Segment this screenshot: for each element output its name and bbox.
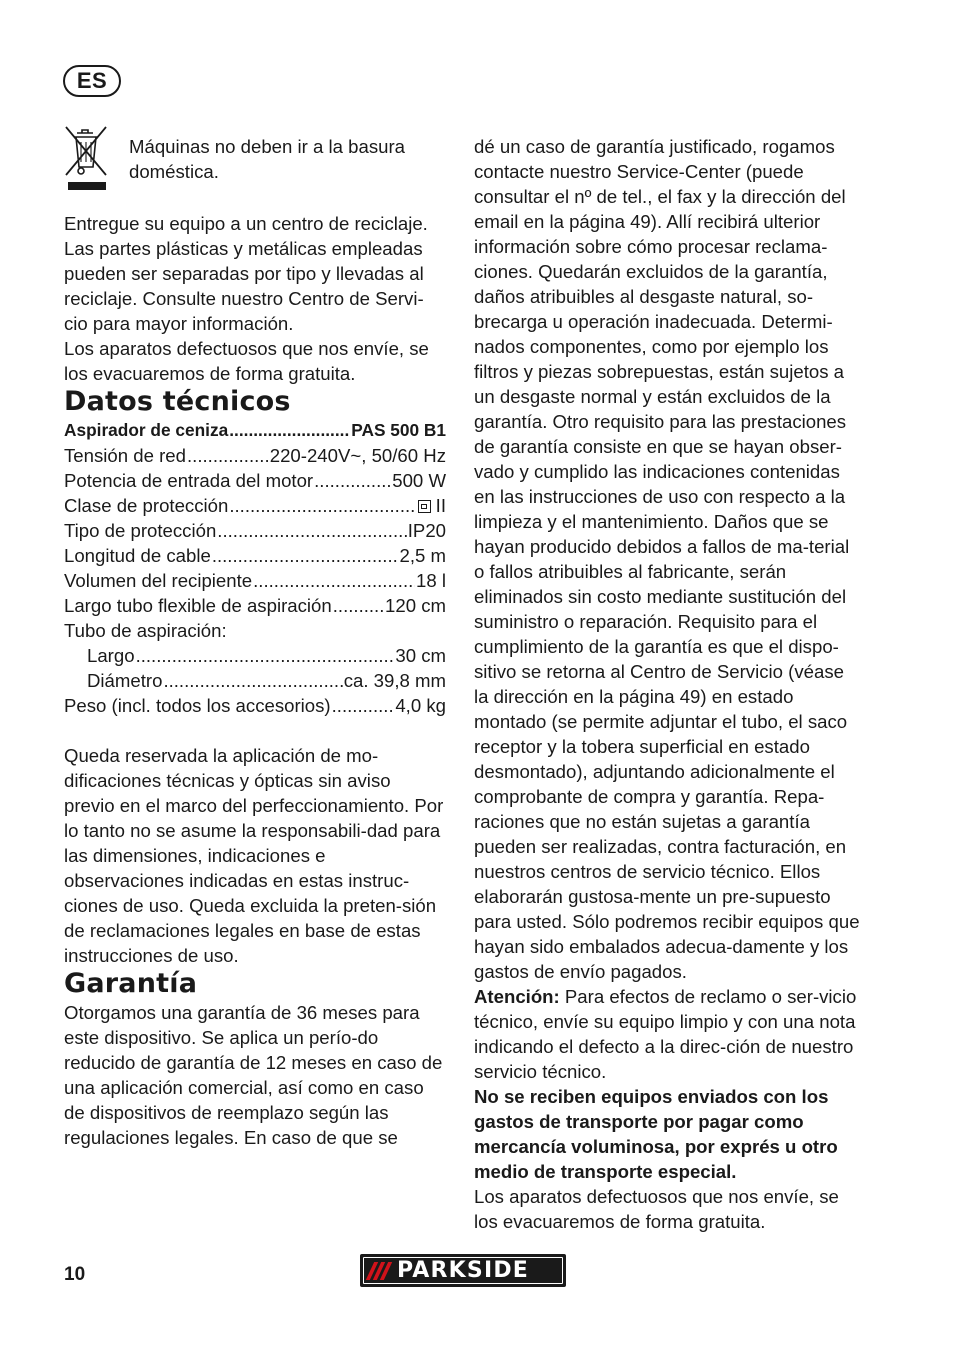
spec-row-power bbox=[64, 468, 446, 493]
spec-label: Volumen del recipiente bbox=[64, 570, 253, 591]
spec-value: 120 cm bbox=[385, 595, 446, 616]
spec-row-container bbox=[64, 568, 446, 593]
spec-label: Largo tubo flexible de aspiración bbox=[64, 595, 332, 616]
spec-label: Clase de protección bbox=[64, 495, 229, 516]
warranty-heading: Garantía bbox=[64, 968, 198, 999]
spec-value: 500 W bbox=[392, 470, 446, 491]
spec-row-tube-diameter bbox=[64, 668, 446, 693]
spec-row-protection-type bbox=[64, 518, 446, 543]
spec-label: Peso (incl. todos los accesorios) bbox=[64, 695, 331, 716]
spec-row-cable bbox=[64, 543, 446, 568]
disposal-text: Máquinas no deben ir a la basura doméstica. bbox=[129, 136, 405, 182]
modifications-paragraph: Queda reservada la aplicación de mo-dificaciones técnicas y ópticas sin aviso previo en el marco del perfeccionamiento. Por lo tanto no se asume la responsabili-dad para las dimensiones, indicaciones e observaciones indicadas en estas instruc-ciones de uso. Queda excluida la preten-sión de reclamaciones legales en base de estas instrucciones de uso. bbox=[64, 745, 444, 966]
double-insulation-icon bbox=[418, 500, 431, 513]
spec-row-voltage bbox=[64, 443, 446, 468]
spec-value: 4,0 kg bbox=[395, 695, 446, 716]
spec-label: Diámetro bbox=[87, 670, 163, 691]
right-column bbox=[474, 134, 860, 1234]
spec-label: Longitud de cable bbox=[64, 545, 211, 566]
crossed-out-wheelie-bin-icon bbox=[64, 125, 108, 191]
logo-slashes-icon bbox=[370, 1262, 388, 1280]
spec-row-tube-length bbox=[64, 643, 446, 668]
spec-row-protection-class bbox=[64, 493, 446, 518]
spec-label: Aspirador de ceniza bbox=[64, 420, 229, 440]
spec-list bbox=[64, 418, 446, 718]
parkside-logo bbox=[360, 1254, 566, 1287]
returns-paragraph-right: Los aparatos defectuosos que nos envíe, se los evacuaremos de forma gratuita. bbox=[474, 1186, 839, 1232]
returns-paragraph: Los aparatos defectuosos que nos envíe, se los evacuaremos de forma gratuita. bbox=[64, 338, 429, 384]
spec-value: ca. 39,8 mm bbox=[343, 670, 446, 691]
spec-value: 30 cm bbox=[395, 645, 446, 666]
spec-label: Tensión de red bbox=[64, 445, 186, 466]
spec-row-tube-heading: Tubo de aspiración: bbox=[64, 620, 227, 641]
recycling-paragraph: Entregue su equipo a un centro de reciclaje. Las partes plásticas y metálicas empleadas pueden ser separadas por tipo y llevadas al reciclaje. Consulte nuestro Centro de Servi-cio para mayor información. bbox=[64, 213, 428, 334]
spec-value: 220-240V~, 50/60 Hz bbox=[269, 445, 446, 466]
spec-label: Potencia de entrada del motor bbox=[64, 470, 314, 491]
attention-label: Atención: bbox=[474, 986, 560, 1007]
shipping-warning: No se reciben equipos enviados con los gastos de transporte por pagar como mercancía voluminosa, por exprés u otro medio de transporte especial. bbox=[474, 1086, 838, 1182]
spec-label: Largo bbox=[87, 645, 135, 666]
technical-data-heading: Datos técnicos bbox=[64, 386, 291, 417]
language-badge: ES bbox=[63, 65, 121, 97]
spec-row-weight bbox=[64, 693, 446, 718]
spec-value: PAS 500 B1 bbox=[351, 420, 446, 440]
warranty-continued-paragraph: dé un caso de garantía justificado, rogamos contacte nuestro Service-Center (puede consultar el nº de tel., el fax y la dirección del email en la página 49). Allí recibirá ulterior información sobre cómo procesar reclama-ciones. Quedarán excluidos de la garantía, daños atribuibles al desgaste natural, so-brecarga u operación inadecuada. Determi-nados componentes, como por ejemplo los filtros y piezas sobrepuestas, están sujetos a un desgaste normal y están excluidos de la garantía. Otro requisito para las prestaciones de garantía consiste en que se hayan obser-vado y cumplido las indicaciones contenidas en las instrucciones de uso con respecto a la limpieza y el mantenimiento. Daños que se hayan producido debidos a fallos de ma-terial o fallos atribuibles al fabricante, serán eliminados sin costo mediante sustitución del suministro o reparación. Requisito para el cumplimiento de la garantía es que el dispo-sitivo se retorna al Centro de Servicio (véase la dirección en la página 49) en estado montado (se permite adjuntar el tubo, el saco receptor y la tobera superficial en estado desmontado), adjuntando adicionalmente el comprobante de compra y garantía. Repa-raciones que no están sujetas a garantía pueden ser realizadas, contra facturación, en nuestros centros de servicio técnico. Ellos elaborarán gustosa-mente un pre-supuesto para usted. Sólo podremos recibir equipos que hayan sido embalados adecua-damente y los gastos de envío pagados. bbox=[474, 136, 860, 982]
spec-row-hose bbox=[64, 593, 446, 618]
spec-value: 18 l bbox=[416, 570, 446, 591]
spec-value: 2,5 m bbox=[399, 545, 446, 566]
left-column bbox=[64, 134, 446, 1150]
spec-row-model bbox=[64, 418, 446, 443]
attention-text: Para efectos de reclamo o ser-vicio técnico, envíe su equipo limpio y con una nota indicando el defecto a la direc-ción de nuestro servicio técnico. bbox=[474, 986, 857, 1082]
disposal-note bbox=[64, 134, 446, 194]
spec-value: IP20 bbox=[407, 520, 446, 541]
logo-text: PARKSIDE bbox=[397, 1258, 530, 1283]
spec-label: Tipo de protección bbox=[64, 520, 217, 541]
spec-value: II bbox=[435, 495, 446, 516]
attention-paragraph bbox=[474, 984, 860, 1084]
warranty-paragraph: Otorgamos una garantía de 36 meses para este dispositivo. Se aplica un perío-do reducido de garantía de 12 meses en caso de una aplicación comercial, así como en caso de dispositivos de reemplazo según las regulaciones legales. En caso de que se bbox=[64, 1002, 443, 1148]
page-number: 10 bbox=[64, 1264, 86, 1285]
